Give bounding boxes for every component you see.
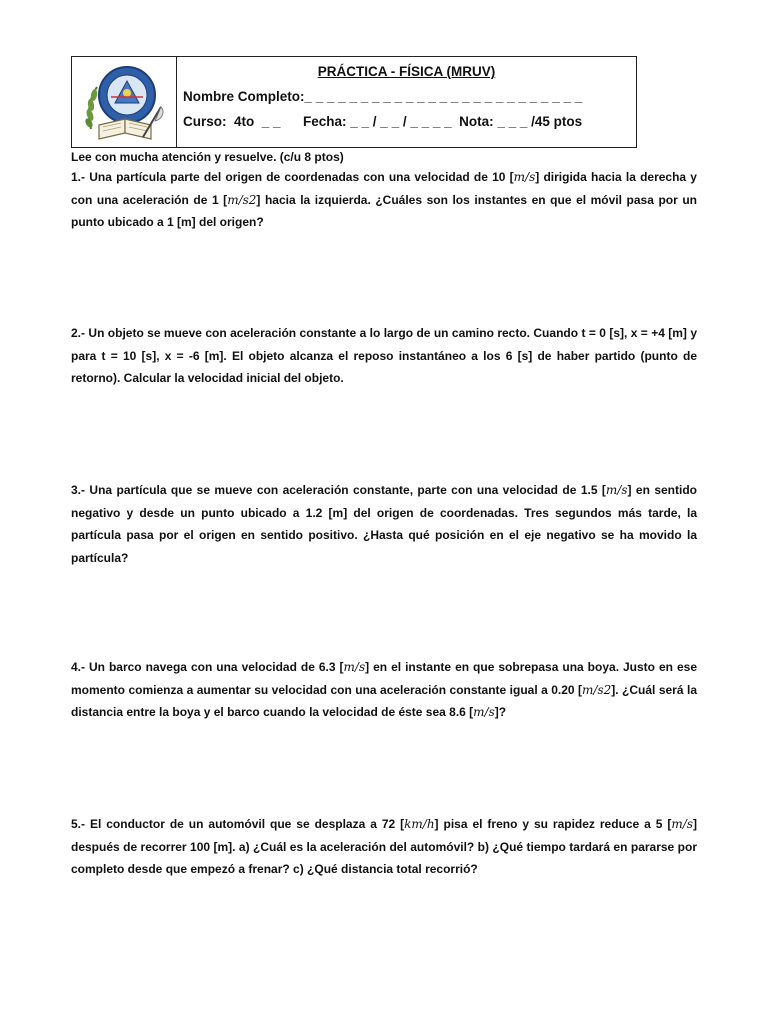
unit: m/s	[473, 705, 495, 719]
question-4: 4.- Un barco navega con una velocidad de 6.3 [m/s] en el instante en que sobrepasa una boya. Justo en ese momento comienza a aumentar su velocidad con una aceleración constante igual a 0.20 [m/s2]. ¿Cuál será la distancia entre la boya y el barco cuando la velocidad de éste sea 8.6 [m/s]?	[71, 660, 697, 719]
full-name-field[interactable]: Nombre Completo:_ _ _ _ _ _ _ _ _ _ _ _ _ _ _ _ _ _ _ _ _ _ _ _ _	[183, 89, 583, 104]
unit: m/s2	[582, 682, 612, 697]
unit: m/s	[605, 483, 628, 497]
question-5: 5.- El conductor de un automóvil que se desplaza a 72 [km/h] pisa el freno y su rapidez reduce a 5 [m/s] después de recorrer 100 [m]. a) ¿Cuál es la aceleración del automóvil? b) ¿Qué tiempo tardará en pararse por completo desde que empezó a frenar? c) ¿Qué distancia total recorrió?	[71, 817, 697, 876]
question-3: 3.- Una partícula que se mueve con aceleración constante, parte con una velocidad de 1.5 [m/s] en sentido negativo y desde un punto ubicado a 1.2 [m] del origen de coordenadas. Tres segundos más tarde, la partícula pasa por el origen en sentido positivo. ¿Hasta qué posición en el eje negativo se ha movido la partícula?	[71, 483, 697, 565]
unit: m/s	[343, 660, 366, 674]
unit: m/s	[513, 170, 536, 184]
school-emblem-icon	[81, 63, 167, 141]
question-2: 2.- Un objeto se mueve con aceleración constante a lo largo de un camino recto. Cuando t = 0 [s], x = +4 [m] y para t = 10 [s], x = -6 [m]. El objeto alcanza el reposo instantáneo a los 6 [s] de haber partido (punto de retorno). Calcular la velocidad inicial del objeto.	[71, 326, 697, 385]
question-1: 1.- Una partícula parte del origen de coordenadas con una velocidad de 10 [m/s] dirigida hacia la derecha y con una aceleración de 1 [m/s2] hacia la izquierda. ¿Cuáles son los instantes en que el móvil pasa por un punto ubicado a 1 [m] del origen?	[71, 170, 697, 229]
school-logo	[72, 57, 177, 147]
unit: m/s	[671, 817, 693, 831]
unit: km/h	[404, 817, 435, 831]
header-table	[71, 56, 637, 148]
page-title: PRÁCTICA - FÍSICA (MRUV)	[317, 64, 496, 79]
unit: m/s2	[227, 192, 257, 207]
header-info	[177, 57, 636, 147]
course-date-grade-fields[interactable]: Curso: 4to _ _ Fecha: _ _ / _ _ / _ _ _ _ Nota: _ _ _ /45 ptos	[183, 114, 583, 129]
instructions: Lee con mucha atención y resuelve. (c/u 8 ptos)	[71, 150, 344, 164]
